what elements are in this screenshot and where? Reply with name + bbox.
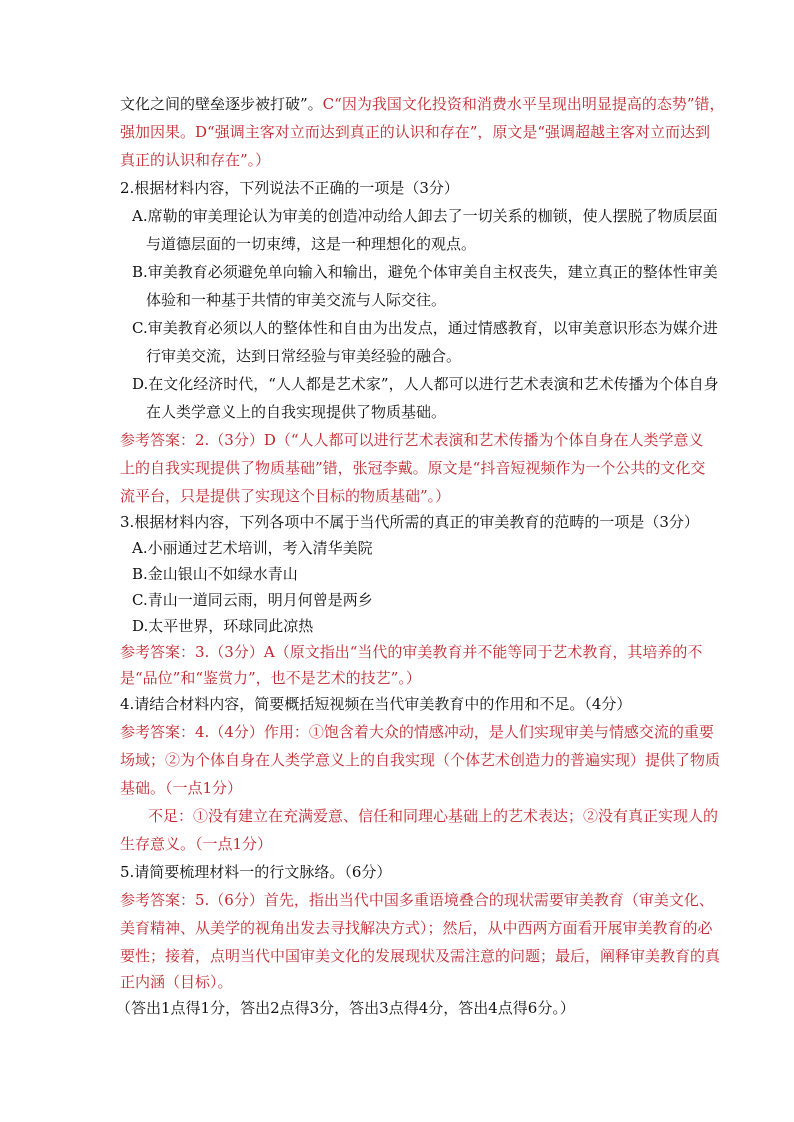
question-3-option-b: B.金山银山不如绿水青山 bbox=[132, 565, 298, 583]
question-2-stem: 2.根据材料内容，下列说法不正确的一项是（3分） bbox=[120, 179, 459, 197]
question-3-stem: 3.根据材料内容，下列各项中不属于当代所需的真正的审美教育的范畴的一项是（3分） bbox=[120, 513, 699, 531]
question-5-answer-line-4: 正内涵（目标）。 bbox=[120, 973, 233, 991]
question-4-stem: 4.请结合材料内容，简要概括短视频在当代审美教育中的作用和不足。（4分） bbox=[120, 695, 632, 713]
question-5-answer-line-3: 要性；接着，点明当代中国审美文化的发展现状及需注意的问题；最后，阐释审美教育的真 bbox=[120, 947, 721, 965]
question-4-answer-line-3: 基础。（一点1分） bbox=[120, 779, 243, 797]
question-2-option-d-line-1: D.在文化经济时代，“人人都是艺术家”，人人都可以进行艺术表演和艺术传播为个体自身 bbox=[132, 375, 719, 393]
question-5-stem: 5.请简要梳理材料一的行文脉络。（6分） bbox=[120, 863, 392, 881]
question-2-option-b-line-1: B.审美教育必须避免单向输入和输出，避免个体审美自主权丧失，建立真正的整体性审美 bbox=[132, 263, 718, 281]
question-4-answer-line-2: 场域；②为个体自身在人类学意义上的自我实现（个体艺术创造力的普遍实现）提供了物质 bbox=[120, 751, 721, 769]
question-2-answer-line-3: 流平台，只是提供了实现这个目标的物质基础”。） bbox=[120, 487, 451, 505]
question-3-answer-line-1: 参考答案：3.（3分）A（原文指出“当代的审美教育并不能等同于艺术教育，其培养的不 bbox=[120, 643, 703, 661]
question-4-answer-line-4: 不足：①没有建立在充满爱意、信任和同理心基础上的艺术表达；②没有真正实现人的 bbox=[148, 807, 719, 825]
question-4-answer-line-1: 参考答案：4.（4分）作用：①饱含着大众的情感冲动，是人们实现审美与情感交流的重要 bbox=[120, 723, 714, 741]
prev-answer-line-2: 强加因果。D“强调主客对立而达到真正的认识和存在”，原文是“强调超越主客对立而达到 bbox=[120, 123, 711, 141]
question-2-option-a-line-2: 与道德层面的一切束缚，这是一种理想化的观点。 bbox=[146, 235, 477, 253]
prev-answer-line-3: 真正的认识和存在”。） bbox=[120, 151, 271, 169]
question-2-answer-line-2: 上的自我实现提供了物质基础”错，张冠李戴。原文是“抖音短视频作为一个公共的文化交 bbox=[120, 459, 706, 477]
question-4-answer-line-5: 生存意义。（一点1分） bbox=[120, 835, 273, 853]
question-3-option-a: A.小丽通过艺术培训，考入清华美院 bbox=[132, 539, 373, 557]
question-2-option-c-line-1: C.审美教育必须以人的整体性和自由为出发点，通过情感教育，以审美意识形态为媒介进 bbox=[132, 319, 718, 337]
question-5-answer-line-1: 参考答案：5.（6分）首先，指出当代中国多重语境叠合的现状需要审美教育（审美文化、 bbox=[120, 891, 714, 909]
prev-answer-line-1-red: C“因为我国文化投资和消费水平呈现出明显提高的态势”错， bbox=[322, 95, 725, 113]
question-5-answer-line-2: 美育精神、从美学的视角出发去寻找解决方式）；然后，从中西两方面看开展审美教育的必 bbox=[120, 919, 713, 937]
prev-answer-line-1-black: 文化之间的壁垒逐步被打破”。 bbox=[120, 95, 323, 113]
prev-answer-line-1 bbox=[120, 94, 725, 114]
question-2-option-d-line-2: 在人类学意义上的自我实现提供了物质基础。 bbox=[146, 403, 447, 421]
question-2-option-b-line-2: 体验和一种基于共情的审美交流与人际交往。 bbox=[146, 291, 447, 309]
question-2-option-c-line-2: 行审美交流，达到日常经验与审美经验的融合。 bbox=[146, 347, 462, 365]
question-3-option-c: C.青山一道同云雨，明月何曾是两乡 bbox=[132, 591, 373, 609]
question-5-scoring-note: （答出1点得1分，答出2点得3分，答出3点得4分，答出4点得6分。） bbox=[116, 999, 575, 1017]
question-2-answer-line-1: 参考答案：2.（3分）D（“人人都可以进行艺术表演和艺术传播为个体自身在人类学意义 bbox=[120, 431, 704, 449]
question-3-answer-line-2: 是“品位”和“鉴赏力”，也不是艺术的技艺”。） bbox=[120, 669, 421, 687]
question-2-option-a-line-1: A.席勒的审美理论认为审美的创造冲动给人卸去了一切关系的枷锁，使人摆脱了物质层面 bbox=[132, 207, 718, 225]
question-3-option-d: D.太平世界，环球同此凉热 bbox=[132, 617, 314, 635]
